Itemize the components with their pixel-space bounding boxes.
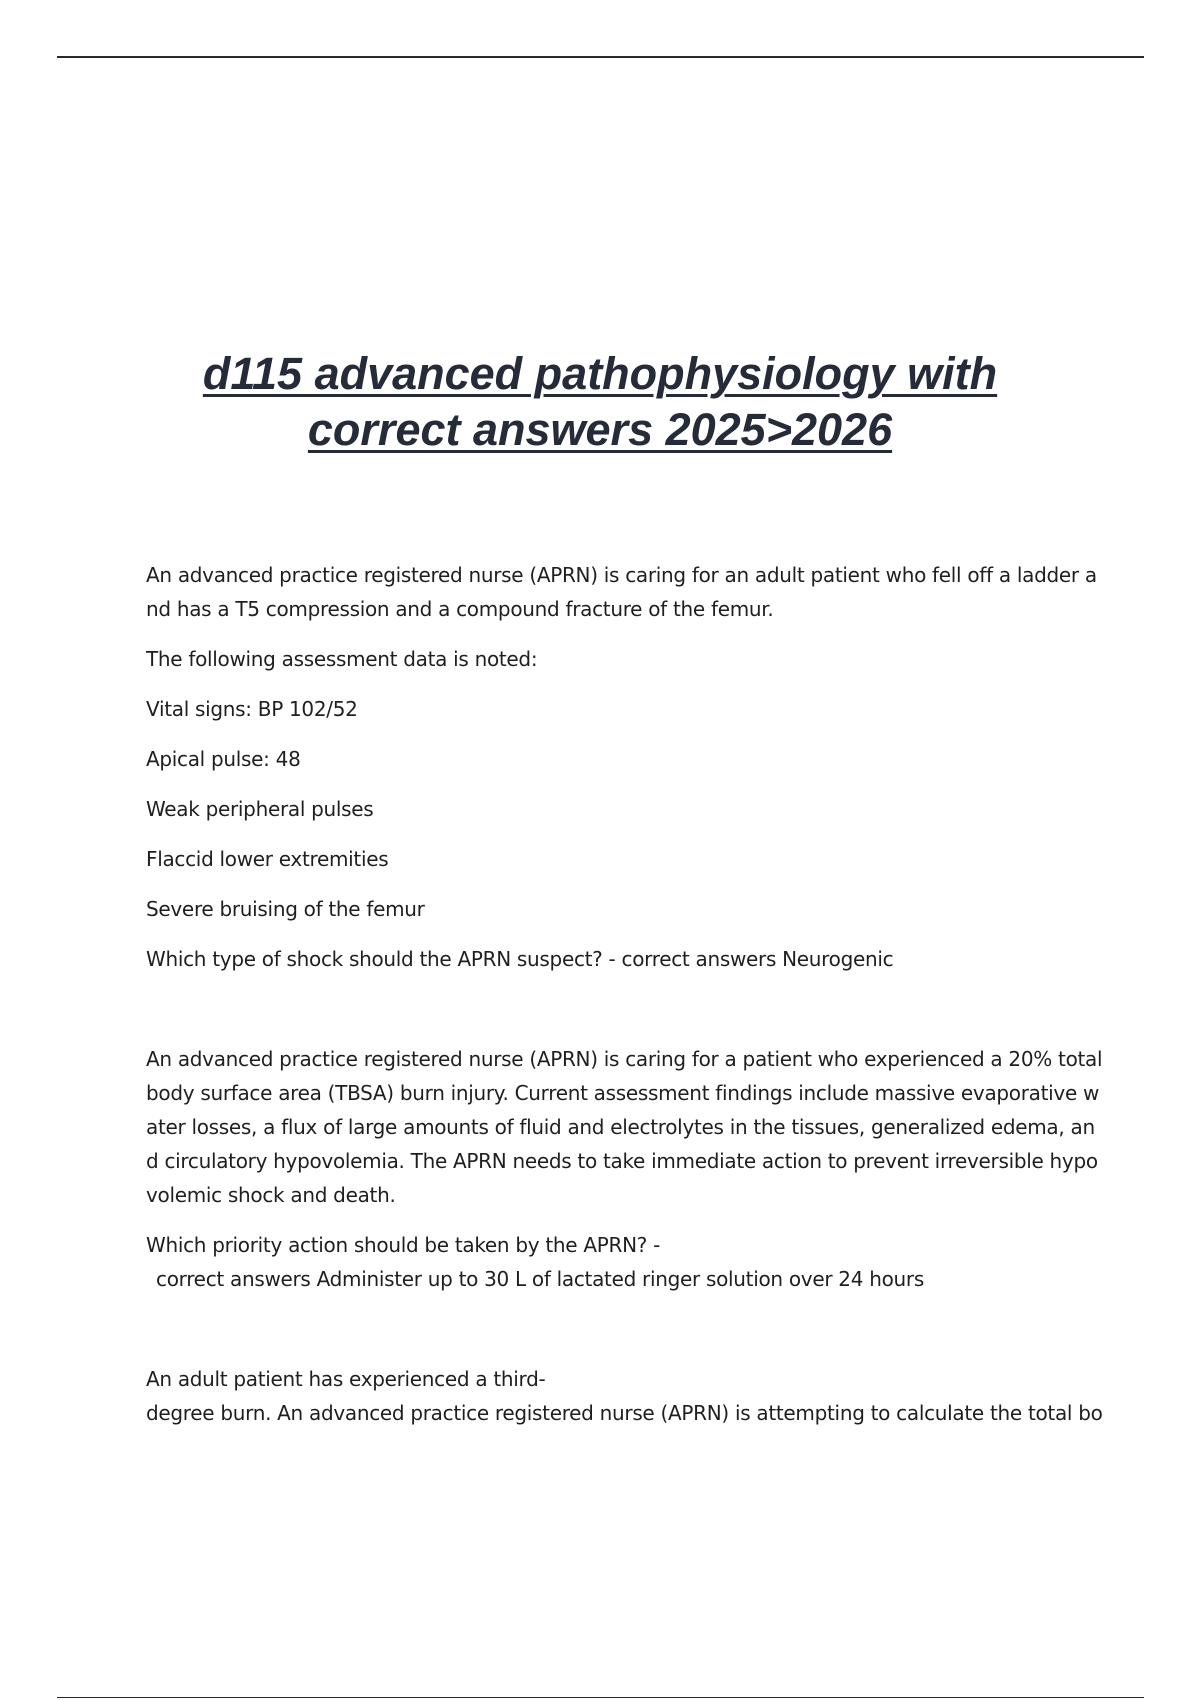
question-1-bruising: Severe bruising of the femur [146, 897, 425, 921]
question-1-data-intro: The following assessment data is noted: [146, 647, 538, 671]
question-1-pulse: Apical pulse: 48 [146, 747, 301, 771]
bottom-rule [57, 1697, 1144, 1698]
question-3-line-1: An adult patient has experienced a third- [146, 1367, 546, 1391]
question-1-answer: Which type of shock should the APRN suspect? - correct answers Neurogenic [146, 947, 894, 971]
top-rule [57, 56, 1144, 58]
spacer [146, 992, 1106, 1042]
title-line-2: correct answers 2025>2026 [307, 404, 893, 455]
spacer [146, 1296, 1106, 1362]
question-1-peripheral: Weak peripheral pulses [146, 797, 374, 821]
question-3-stem [146, 1362, 1106, 1430]
question-2-stem: An advanced practice registered nurse (APRN) is caring for a patient who experienced a 20% total body surface area (TBSA) burn injury. Current assessment findings include massive evaporative water losses, a flux of large amounts of fluid and electrolytes in the tissues, generalized edema, and circulatory hypovolemia. The APRN needs to take immediate action to prevent irreversible hypovolemic shock and death. [146, 1047, 1103, 1207]
question-3-line-2: degree burn. An advanced practice registered nurse (APRN) is attempting to calculate the total bo [146, 1401, 1103, 1425]
question-1-vitals: Vital signs: BP 102/52 [146, 697, 358, 721]
question-2-prompt: Which priority action should be taken by the APRN? - [146, 1233, 661, 1257]
question-1-stem: An advanced practice registered nurse (APRN) is caring for an adult patient who fell off a ladder and has a T5 compression and a compound fracture of the femur. [146, 563, 1097, 621]
title-line-1: d115 advanced pathophysiology with [202, 348, 998, 399]
document-title [100, 346, 1100, 458]
question-2-question [146, 1228, 1106, 1296]
document-body [146, 558, 1106, 1446]
question-2-answer: correct answers Administer up to 30 L of lactated ringer solution over 24 hours [156, 1267, 924, 1291]
question-1-extremities: Flaccid lower extremities [146, 847, 389, 871]
